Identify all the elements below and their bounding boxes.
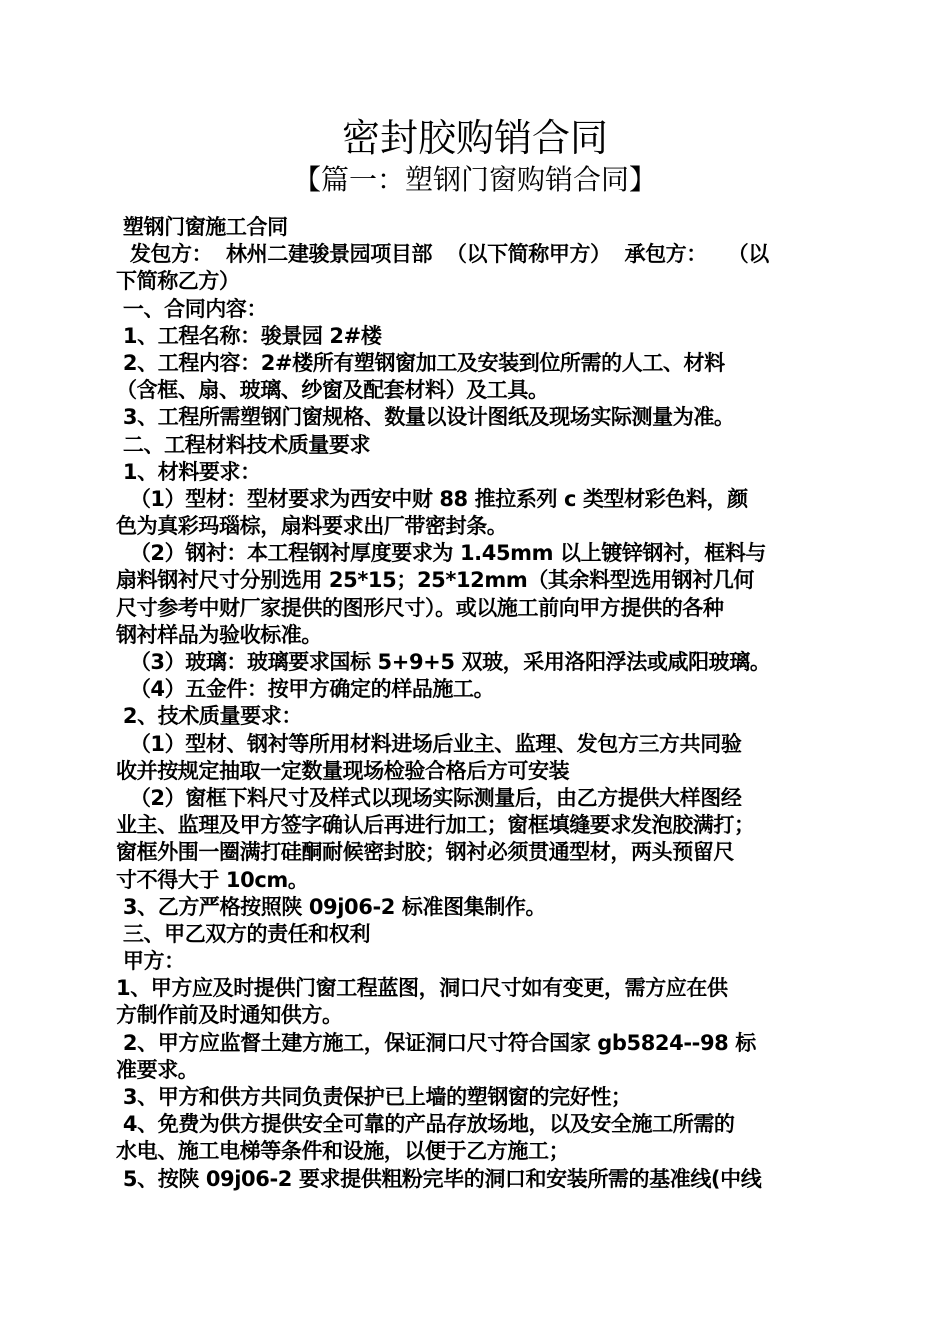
body-line: 下简称乙方） [116,269,240,294]
body-line: 1、甲方应及时提供门窗工程蓝图，洞口尺寸如有变更，需方应在供 [116,976,728,1001]
body-line: 3、乙方严格按照陕 09j06-2 标准图集制作。 [116,894,547,919]
body-line: 钢衬样品为验收标准。 [116,622,322,647]
body-line: 2、技术质量要求： [116,704,302,729]
body-line: 扇料钢衬尺寸分别选用 25*15；25*12mm（其余料型选用钢衬几何 [116,568,754,593]
body-line: （含框、扇、玻璃、纱窗及配套材料）及工具。 [116,378,549,403]
body-line: 1、工程名称：骏景园 2#楼 [116,323,382,348]
document-body [116,214,836,1193]
body-line: 5、按陕 09j06-2 要求提供粗粉完毕的洞口和安装所需的基准线(中线 [116,1166,762,1191]
body-line: 2、工程内容：2#楼所有塑钢窗加工及安装到位所需的人工、材料 [116,350,725,375]
body-line: 一、合同内容： [116,296,268,321]
body-line: 色为真彩玛瑙棕，扇料要求出厂带密封条。 [116,514,508,539]
body-line: 2、甲方应监督土建方施工，保证洞口尺寸符合国家 gb5824--98 标 [116,1030,756,1055]
body-line: 尺寸参考中财厂家提供的图形尺寸）。或以施工前向甲方提供的各种 [116,595,724,620]
body-line: 塑钢门窗施工合同 [116,215,288,239]
body-line: （2）窗框下料尺寸及样式以现场实际测量后，由乙方提供大样图经 [116,785,742,810]
body-line: 3、工程所需塑钢门窗规格、数量以设计图纸及现场实际测量为准。 [116,405,735,430]
body-line: 3、甲方和供方共同负责保护已上墙的塑钢窗的完好性； [116,1085,632,1109]
body-line: （1）型材、钢衬等所用材料进场后业主、监理、发包方三方共同验 [116,731,742,756]
body-line: 方制作前及时通知供方。 [116,1003,343,1028]
body-line: 业主、监理及甲方签字确认后再进行加工；窗框填缝要求发泡胶满打； [116,813,755,838]
body-line: 发包方： 林州二建骏景园项目部 （以下简称甲方） 承包方： （以 [116,242,769,267]
body-line: 二、工程材料技术质量要求 [116,432,371,457]
body-line: 三、甲乙双方的责任和权利 [116,921,371,946]
body-line: （1）型材：型材要求为西安中财 88 推拉系列 c 类型材彩色料，颜 [116,486,748,511]
body-line: 水电、施工电梯等条件和设施，以便于乙方施工； [116,1139,570,1164]
body-line: （4）五金件：按甲方确定的样品施工。 [116,677,495,702]
body-line: 1、材料要求： [116,459,261,484]
document-subtitle: 【篇一：塑钢门窗购销合同】 [292,163,657,196]
body-line: 窗框外围一圈满打硅酮耐候密封胶；钢衬必须贯通型材，两头预留尺 [116,840,734,865]
body-line: 甲方： [116,949,185,974]
document-title: 密封胶购销合同 [341,116,608,160]
body-line: 收并按规定抽取一定数量现场检验合格后方可安装 [116,758,570,783]
body-line: 寸不得大于 10cm。 [116,867,309,892]
body-line: （3）玻璃：玻璃要求国标 5+9+5 双玻，采用洛阳浮法或咸阳玻璃。 [116,650,771,674]
body-line: 准要求。 [116,1057,199,1082]
body-line: 4、免费为供方提供安全可靠的产品存放场地，以及安全施工所需的 [116,1112,735,1137]
body-line: （2）钢衬：本工程钢衬厚度要求为 1.45mm 以上镀锌钢衬，框料与 [116,541,767,566]
